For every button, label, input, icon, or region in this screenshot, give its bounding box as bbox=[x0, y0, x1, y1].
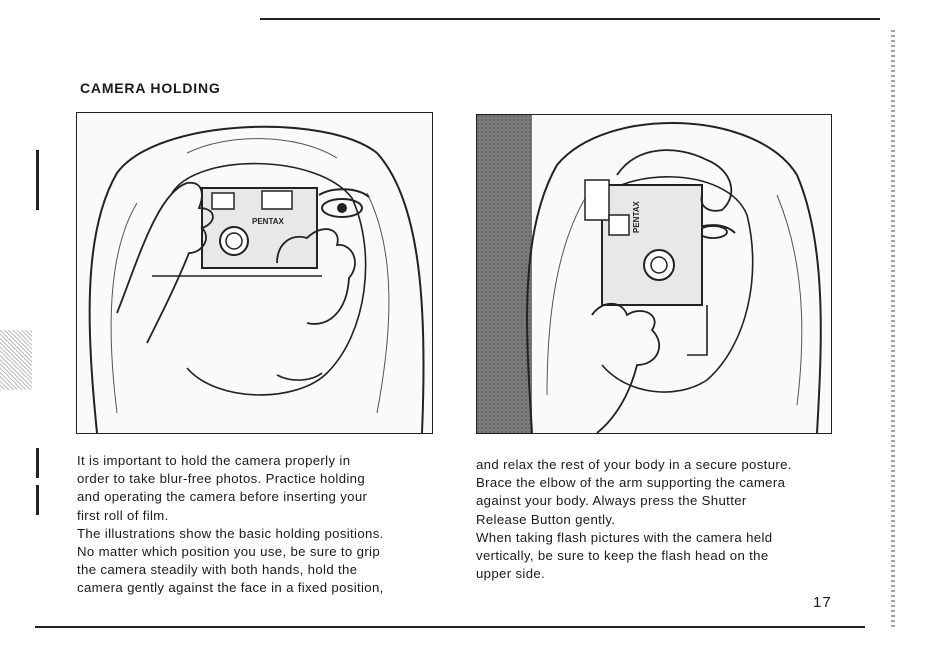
camera-brand-label: PENTAX bbox=[252, 217, 284, 226]
body-text-right bbox=[476, 456, 792, 583]
top-rule bbox=[260, 18, 880, 20]
camera-body bbox=[602, 185, 702, 305]
text-line: the camera steadily with both hands, hold the bbox=[77, 562, 358, 578]
text-line: and relax the rest of your body in a secure posture. bbox=[476, 457, 792, 472]
hair-outline bbox=[90, 127, 424, 433]
binder-mark-3 bbox=[36, 485, 39, 515]
illustration-horizontal-hold bbox=[76, 112, 433, 434]
text-line: Release Button gently. bbox=[476, 511, 616, 527]
text-line: It is important to hold the camera properly in bbox=[77, 453, 351, 468]
page-edge-shadow bbox=[891, 30, 895, 630]
body-text-left bbox=[77, 452, 384, 598]
text-line: first roll of film. bbox=[77, 507, 169, 523]
text-line: against your body. Always press the Shutter bbox=[476, 493, 747, 509]
text-line: and operating the camera before inserting your bbox=[77, 489, 368, 505]
text-line: When taking flash pictures with the camera held bbox=[476, 529, 773, 545]
page-title: CAMERA HOLDING bbox=[80, 80, 221, 96]
text-line: camera gently against the face in a fixed position, bbox=[77, 580, 384, 596]
bottom-hand bbox=[592, 304, 659, 433]
bottom-rule bbox=[35, 626, 865, 628]
left-hand bbox=[117, 183, 213, 343]
binder-mark-2 bbox=[36, 448, 39, 478]
text-line: order to take blur-free photos. Practice holding bbox=[77, 471, 366, 487]
text-line: Brace the elbow of the arm supporting the camera bbox=[476, 475, 786, 491]
mouth bbox=[277, 373, 322, 380]
illustration-vertical-hold bbox=[476, 114, 832, 434]
page-number: 17 bbox=[813, 594, 832, 611]
binder-mark-1 bbox=[36, 150, 39, 210]
text-line: upper side. bbox=[476, 566, 546, 582]
scan-speckle bbox=[0, 330, 32, 390]
camera-lens bbox=[220, 227, 248, 255]
text-line: vertically, be sure to keep the flash head on the bbox=[476, 548, 769, 564]
text-line: No matter which position you use, be sure to grip bbox=[77, 544, 381, 560]
camera-brand-label: PENTAX bbox=[632, 201, 641, 233]
text-line: The illustrations show the basic holding positions. bbox=[77, 525, 384, 541]
camera-lens bbox=[644, 250, 674, 280]
